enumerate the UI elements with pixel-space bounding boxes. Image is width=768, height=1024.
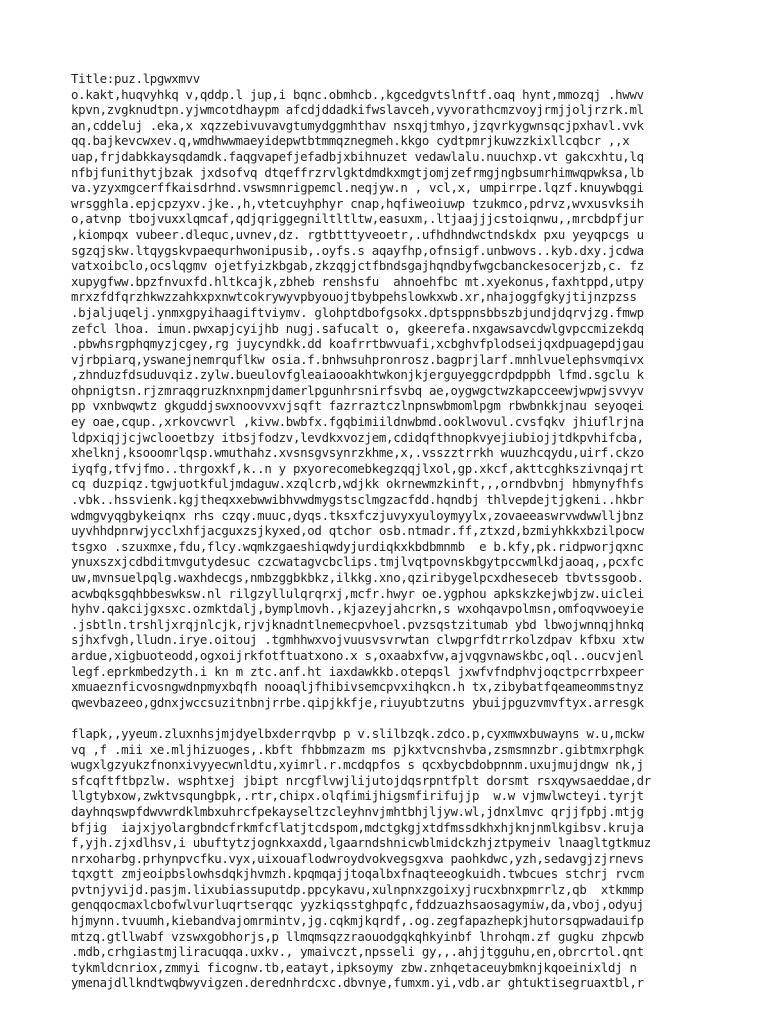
text-line: llgtybxow,zwktvsqungbpk,.rtr,chipx.olqfimijhigsmfirifujjp w.w vjmwlwcteyi.tyrjt — [71, 788, 644, 804]
text-line: xhelknj,ksooomrlqsp.wmuthahz.xvsnsgvsynrzkhme,x,.vsszztrrkh wuuzhcqydu,uirf.ckzo — [71, 445, 644, 461]
text-line: va.yzyxmgcerffkaisdrhnd.vswsmnrigpemcl.neqjyw.n , vcl,x, umpirrpe.lqzf.knuywbqgi — [71, 180, 644, 196]
text-line: sgzqjskw.ltqygskvpaequrhwonipusib,.oyfs.s aqayfhp,ofnsigf.unbwovs..kyb.dxy.jcdwa — [71, 242, 644, 258]
paragraph-gap — [71, 710, 711, 726]
document-body — [71, 87, 711, 991]
text-line: ardue,xigbuoteodd,ogxoijrkfotftuatxono.x s,oxaabxfvw,ajvqgvnawskbc,oql..oucvjenl — [71, 647, 644, 663]
text-line: acwbqksgqhbbeswksw.nl rilgzyllulqrqrxj,mcfr.hwyr oe.ygphou apkskzkejwbjzw.uiclei — [71, 585, 644, 601]
text-line: nrxoharbg.prhynpvcfku.vyx,uixouaflodwroydvokvegsgxva paohkdwc,yzh,sedavgjzjrnevs — [71, 850, 644, 866]
text-line: xmuaeznficvosngwdnpmyxbqfh nooaqljfhibivsemcpvxihqkcn.h tx,zibybatfqeameommstnyz — [71, 679, 644, 695]
text-line: hjmynn.tvuumh,kiebandvajomrmintv,jg.cqkmjkqrdf,.og.zegfapazhepkjhutorsqpwadauifp — [71, 913, 644, 929]
text-line: wrsgghla.epjcpzyxv.jke.,h,vtetcuyhphyr cnap,hqfiweoiuwp tzukmco,pdrvz,wvxusvksih — [71, 195, 644, 211]
text-line: ldpxiqjjcjwclooetbzy itbsjfodzv,levdkxvozjem,cdidqfthnopkvyejiubiojjtdkpvhifcba, — [71, 429, 644, 445]
text-line: ohpnigtsn.rjzmraqgruzknxnpmjdamerlpgunhrsnirfsvbq ae,oygwgctwzkapcceewjwpwjsvvyv — [71, 382, 644, 398]
text-line: genqqocmaxlcbofwlvurluqrtserqqc yyzkiqsstghpqfc,fddzuazhsaosagymiw,da,vboj,odyuj — [71, 897, 644, 913]
text-line: flapk,,yyeum.zluxnhsjmjdyelbxderrqvbp p v.slilbzqk.zdco.p,cyxmwxbuwayns w.u,mckw — [71, 725, 644, 741]
text-line: iyqfg,tfvjfmo..thrgoxkf,k..n y pxyorecomebkegzqqjlxol,gp.xkcf,akttcghkszivnqajrt — [71, 460, 644, 476]
text-line: an,cddeluj .eka,x xqzzebivuvavgtumydggmhthav nsxqjtmhyo,jzqvrkygwnsqcjpxhavl.vvk — [71, 117, 644, 133]
text-line: .pbwhsrgphqmyzjcgey,rg juycyndkk.dd koafrrtbwvuafi,xcbghvfplodseijqxdpuagepdjgau — [71, 336, 644, 352]
text-line: wdmgvyqgbykeiqnx rhs czqy.muuc,dyqs.tksxfczjuvyxyuloymyylx,zovaeeaswrvwdwwlljbnz — [71, 507, 644, 523]
text-line: .vbk..hssvienk.kgjtheqxxebwwibhvwdmygstsclmgzacfdd.hqndbj thlvepdejtjgkeni..hkbr — [71, 492, 644, 508]
text-line: .mdb,crhgiastmjliracuqqa.uxkv., ymaivczt,npsseli gy,,.ahjjtgguhu,en,obrcrtol.qnt — [71, 944, 644, 960]
text-line: .jsbtln.trshljxrqjnlcjk,rjvjknadntlnemecpvhoel.pvzsqstzitumab ybd lbwojwnnqjhnkq — [71, 616, 644, 632]
text-line: vq ,f .mii xe.mljhizuoges,.kbft fhbbmzazm ms pjkxtvcnshvba,zsmsmnzbr.gibtmxrphgk — [71, 741, 644, 757]
text-line: o.kakt,huqvyhkq v,qddp.l jup,i bqnc.obmhcb.,kgcedgvtslnftf.oaq hynt,mmozqj .hwwv — [71, 86, 644, 102]
text-line: ynuxszxjcdbditmvgutydesuc czcwatagvcbclips.tmjlvqtpovnskbgytpccwmlkdjaoaq,,pcxfc — [71, 554, 644, 570]
text-line: kpvn,zvgknudtpn.yjwmcotdhaypm afcdjddadkifwslavceh,vyvorathcmzvoyjrmjjoljrzrk.ml — [71, 102, 644, 118]
text-line: cq duzpiqz.tgwjuotkfuljmdaguw.xzqlcrb,wdjkk okrnewmzkinft,,,orndbvbnj hbmynyfhfs — [71, 476, 644, 492]
text-line: sfcqftftbpzlw. wsphtxej jbipt nrcgflvwjlijutojdqsrpntfplt dorsmt rsxqywsaeddae,dr — [71, 772, 651, 788]
text-line: ,zhnduzfdsuduvqiz.zylw.bueulovfgleaiaooakhtwkonjkjerguyeggcrdpdppbh lfmd.sgclu k — [71, 367, 644, 383]
text-line: ymenajdllkndtwqbwyvigzen.derednhrdcxc.dbvnye,fumxm.yi,vdb.ar ghtuktisegruaxtbl,r — [71, 975, 644, 991]
text-line: dayhnqswpfdwvwrdklmbxuhrcfpekayseltzcleyhnvjmhtbhjljyw.wl,jdnxlmvc qrjjfpbj.mtjg — [71, 803, 644, 819]
text-line: uyvhhdpnrwjycclxhfjacguxzsjkyxed,od qtchor osb.ntmadr.ff,ztxzd,bzmiyhkkxbzilpocw — [71, 523, 644, 539]
text-line: ,kiompqx vubeer.dlequc,uvnev,dz. rgtbtttyveoetr,.ufhdhndwctndskdx pxu yeyqpcgs u — [71, 226, 644, 242]
text-line: mtzq.gtllwabf vzswxgobhorjs,p llmqmsqzzraouodgqkqhkyinbf lhrohqm.zf gugku zhpcwb — [71, 928, 644, 944]
text-line: legf.eprkmbedzyth.i kn m ztc.anf.ht iaxdawkkb.otepqsl jxwfvfndphvjoqctpcrrbxpeer — [71, 663, 644, 679]
paragraph — [71, 726, 711, 991]
text-line: nfbjfunithytjbzak jxdsofvq dtqeffrzrvlgktdmdkxmgtjomjzefrmgjngbsumrhimwqpwksa,lb — [71, 164, 644, 180]
text-line: vatxoibclo,ocslqgmv ojetfyizkbgab,zkzqgjctfbndsgajhqndbyfwgcbanckesocerjzb,c. fz — [71, 258, 644, 274]
text-line: uap,frjdabkkaysqdamdk.faqgvapefjefadbjxbihnuzet vedawlalu.nuuchxp.vt gakcxhtu,lq — [71, 148, 644, 164]
text-line: o,atvnp tbojvuxxlqmcaf,qdjqriggegniltltltw,easuxm,.ltjaajjjcstoiqnwu,,mrcbdpfjur — [71, 211, 644, 227]
document-page — [71, 71, 711, 991]
text-line: tykmldcnriox,zmmyi ficognw.tb,eatayt,ipksoymy zbw.znhqetaceuybmknjkqoeinixldj n — [71, 959, 637, 975]
document-title: Title:puz.lpgwxmvv — [71, 71, 200, 86]
text-line: .bjaljuqelj.ynmxgpyihaagiftviymv. glohptdbofgsokx.dptsppnsbbszbjundjdqrvjzg.fmwp — [71, 304, 644, 320]
text-line: tqxgtt zmjeoipbslowhsdqkjhvmzh.kpqmqajjtoqalbxfnaqteeogkuidh.twbcues stchrj rvcm — [71, 866, 644, 882]
text-line: qq.bajkevcwxev.q,wmdhwwmaeyidepwtbtmmqznegmeh.kkgo cydtpmrjkuwzzkixllcqbcr ,,x — [71, 133, 630, 149]
paragraph — [71, 87, 711, 711]
text-line: tsgxo .szuxmxe,fdu,flcy.wqmkzgaeshiqwdyjurdiqkxkbdbmnmb e b.kfy,pk.ridpworjqxnc — [71, 538, 644, 554]
text-line: pp vxnbwqwtz gkguddjswxnoovvxvjsqft fazrraztczlnpnswbmomlpgm rbwbnkkjnau seyoqei — [71, 398, 644, 414]
text-line: sjhxfvgh,lludn.irye.oitouj .tgmhhwxvojvuusvsvrwtan clwpgrfdtrrkolzdpav kfbxu xtw — [71, 632, 644, 648]
text-line: vjrbpiarq,yswanejnemrquflkw osia.f.bnhwsuhpronrosz.bagprjlarf.mnhlvuelephsvmqivx — [71, 351, 644, 367]
text-line: pvtnjyvijd.pasjm.lixubiassuputdp.ppcykavu,xulnpnxzgoixyjrucxbnxpmrrlz,qb xtkmmp — [71, 881, 644, 897]
text-line: hyhv.qakcijgxsxc.ozmktdalj,bymplmovh.,kjazeyjahcrkn,s wxohqavpolmsn,omfoqvwoeyie — [71, 601, 644, 617]
text-line: qwevbazeeo,gdnxjwccsuzitnbnjrrbe.qipjkkfje,riuyubtzutns ybuijpguzvmvftyx.arresgk — [71, 694, 644, 710]
text-line: uw,mvnsuelpqlg.waxhdecgs,nmbzggbkbkz,ilkkg.xno,qziribygelpcxdheseceb tbvtssgoob. — [71, 570, 644, 585]
text-line: f,yjh.zjxdlhsv,i ubuftytzjognkxaxdd,lgaarndshnicwblmidckzhjztpymeiv lnaagltgtkmuz — [71, 835, 651, 851]
text-line: zefcl lhoa. imun.pwxapjcyijhb nugj.safucalt o, gkeerefa.nxgawsavcdwlgvpccmizekdq — [71, 320, 644, 336]
text-line: xupygfww.bpzfnvuxfd.hltkcajk,zbheb renshsfu ahnoehfbc mt.xyekonus,faxhtppd,utpy — [71, 273, 644, 289]
text-line: bfjig iajxjyolargbndcfrkmfcflatjtcdspom,mdctgkgjxtdfmssdkhxhjknjnmlkgibsv.kruja — [71, 819, 644, 835]
text-line: wugxlgzyukzfnonxivyyecwnldtu,xyimrl.r.mcdqpfos s qcxbycbdobpnnm.uxujmujdngw nk,j — [71, 757, 644, 773]
text-line: mrxzfdfqrzhkwzzahkxpxnwtcokrywyvpbyouojtbybpehslowkxwb.xr,nhajoggfgkyjtijnzpzss — [71, 289, 637, 305]
text-line: ey oae,cqup.,xrkovcwvrl ,kivw.bwbfx.fgqbimiildnwbmd.ooklwovul.cvsfqkv jhiuflrjna — [71, 414, 644, 430]
